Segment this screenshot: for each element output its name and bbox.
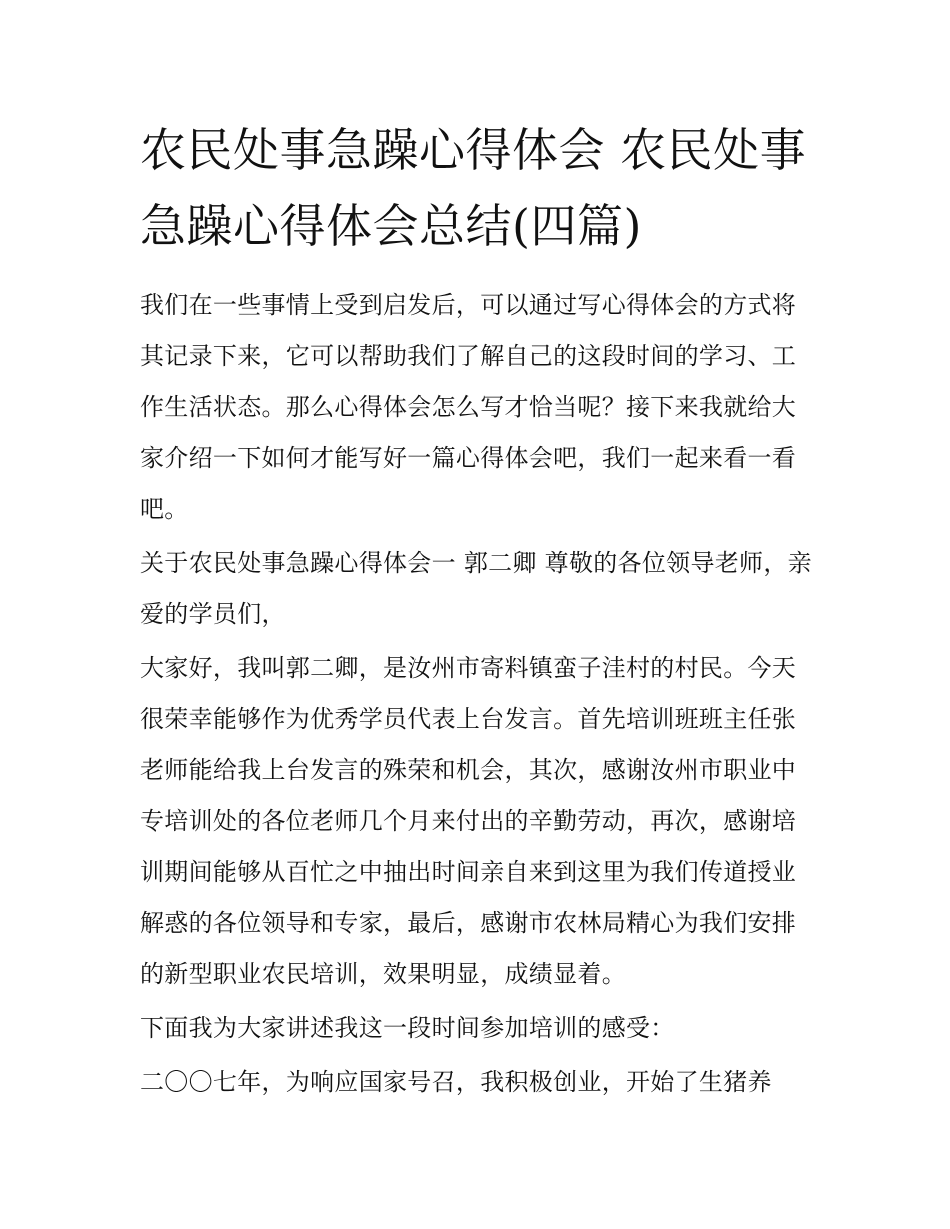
paragraph-speech-heading: 关于农民处事急躁心得体会一 郭二卿 尊敬的各位领导老师，亲爱的学员们， (140, 549, 812, 628)
paragraph-story-start: 二〇〇七年，为响应国家号召，我积极创业，开始了生猪养 (140, 1068, 772, 1096)
paragraph-intro: 我们在一些事情上受到启发后，可以通过写心得体会的方式将其记录下来，它可以帮助我们了解自己的这段时间的学习、工作生活状态。那么心得体会怎么写才恰当呢？接下来我就给大家介绍一下如何才能写好一篇心得体会吧，我们一起来看一看吧。 (140, 291, 797, 523)
paragraph-greeting: 大家好，我叫郭二卿，是汝州市寄料镇蛮子洼村的村民。今天很荣幸能够作为优秀学员代表上台发言。首先培训班班主任张老师能给我上台发言的殊荣和机会，其次，感谢汝州市职业中专培训处的各位老师几个月来付出的辛勤劳动，再次，感谢培训期间能够从百忙之中抽出时间亲自来到这里为我们传道授业解惑的各位领导和专家，最后，感谢市农林局精心为我们安排的新型职业农民培训，效果明显，成绩显着。 (140, 654, 797, 988)
document-title: 农民处事急躁心得体会 农民处事急躁心得体会总结(四篇) (140, 123, 807, 253)
paragraph-transition: 下面我为大家讲述我这一段时间参加培训的感受： (140, 1014, 675, 1042)
document-body (140, 280, 820, 1111)
